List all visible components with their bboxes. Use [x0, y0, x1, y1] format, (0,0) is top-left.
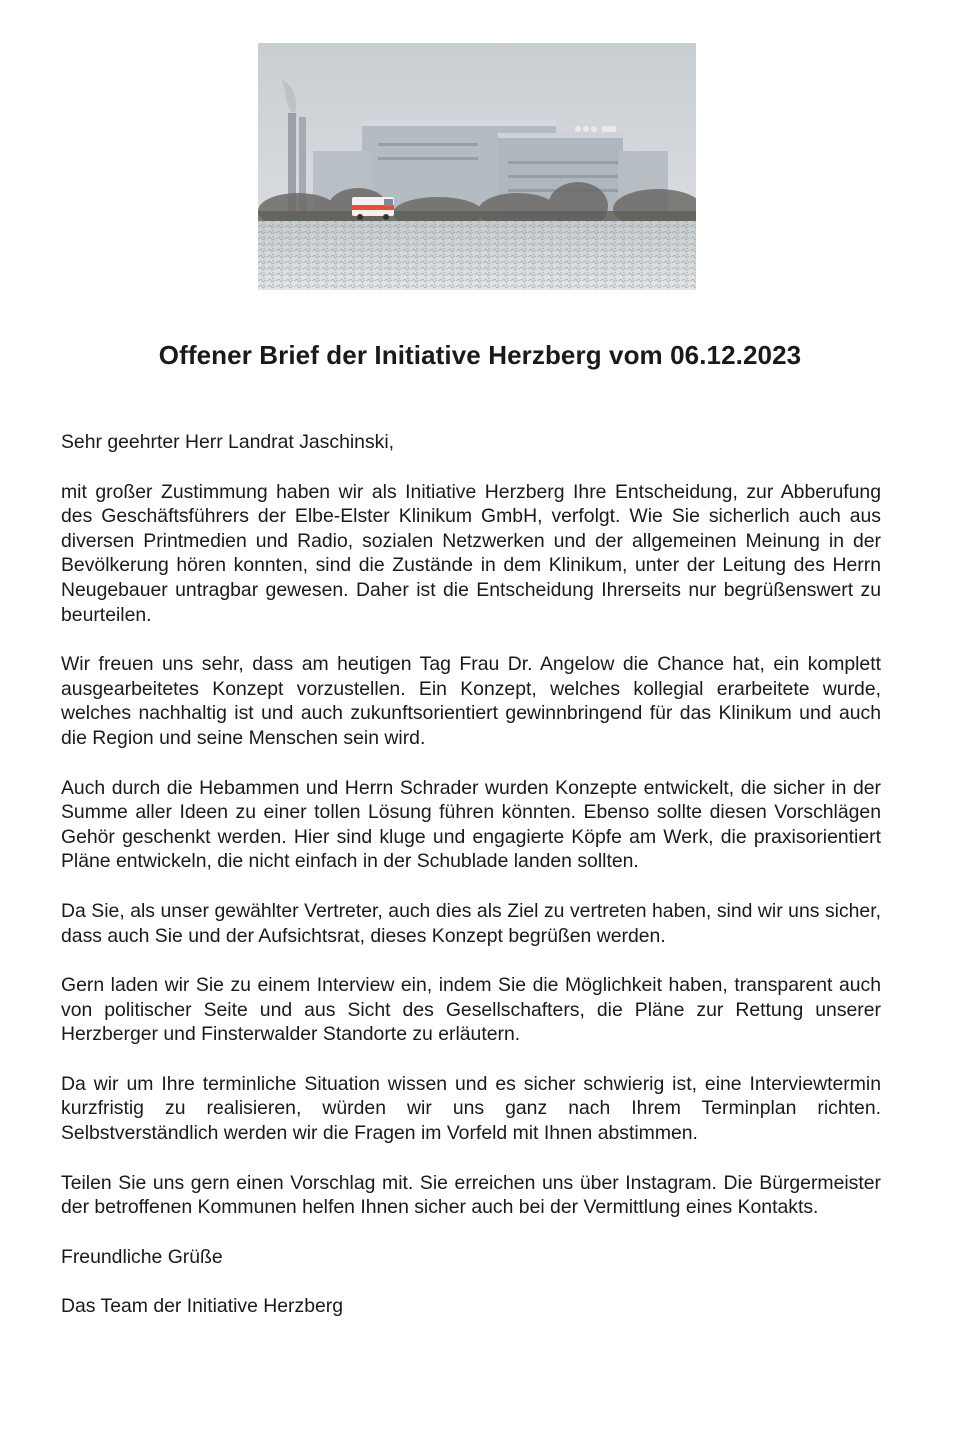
paragraph: Auch durch die Hebammen und Herrn Schrader wurden Konzepte entwickelt, die sicher in der Summe aller Ideen zu einer tollen Lösung führen könnten. Ebenso sollte diesen Vorschlägen Gehör geschenkt werden. Hier sind kluge und engagierte Köpfe am Werk, die praxisorientiert Pläne entwickeln, die nicht einfach in der Schublade landen sollten.	[61, 776, 881, 873]
paragraph: Da Sie, als unser gewählter Vertreter, auch dies als Ziel zu vertreten haben, sind wir uns sicher, dass auch Sie und der Aufsichtsrat, dieses Konzept begrüßen werden.	[61, 899, 881, 947]
paragraph: Teilen Sie uns gern einen Vorschlag mit. Sie erreichen uns über Instagram. Die Bürgermeister der betroffenen Kommunen helfen Ihnen sicher auch bei der Vermittlung eines Kontakts.	[61, 1171, 881, 1219]
paragraph: mit großer Zustimmung haben wir als Initiative Herzberg Ihre Entscheidung, zur Abberufung des Geschäftsführers der Elbe-Elster Klinikum GmbH, verfolgt. Wie Sie sicherlich auch aus diversen Printmedien und Radio, sozialen Netzwerken und der allgemeinen Meinung in der Bevölkerung hören konnten, sind die Zustände in dem Klinikum, unter der Leitung des Herrn Neugebauer untragbar gewesen. Daher ist die Entscheidung Ihrerseits nur begrüßenswert zu beurteilen.	[61, 480, 881, 626]
paragraph: Da wir um Ihre terminliche Situation wissen und es sicher schwierig ist, eine Interviewtermin kurzfristig zu realisieren, würden wir uns ganz nach Ihrem Terminplan richten. Selbstverständlich werden wir die Fragen im Vorfeld mit Ihnen abstimmen.	[61, 1072, 881, 1145]
paragraph: Gern laden wir Sie zu einem Interview ein, indem Sie die Möglichkeit haben, transparent auch von politischer Seite und aus Sicht des Gesellschafters, die Pläne zur Rettung unserer Herzberger und Finsterwalder Standorte zu erläutern.	[61, 974, 881, 1046]
paragraph: Wir freuen uns sehr, dass am heutigen Tag Frau Dr. Angelow die Chance hat, ein komplett ausgearbeitetes Konzept vorzustellen. Ein Konzept, welches kollegial erarbeitete wurde, welches nachhaltig ist und auch zukunftsorientiert gewinnbringend für das Klinikum und auch die Region und seine Menschen sein wird.	[61, 653, 881, 749]
letter-body	[61, 430, 881, 1344]
letter-title: Offener Brief der Initiative Herzberg vom 06.12.2023	[158, 340, 802, 370]
closing: Freundliche Grüße	[61, 1245, 223, 1268]
signature: Das Team der Initiative Herzberg	[61, 1295, 344, 1318]
salutation: Sehr geehrter Herr Landrat Jaschinski,	[61, 431, 395, 453]
hospital-photo	[258, 43, 696, 290]
